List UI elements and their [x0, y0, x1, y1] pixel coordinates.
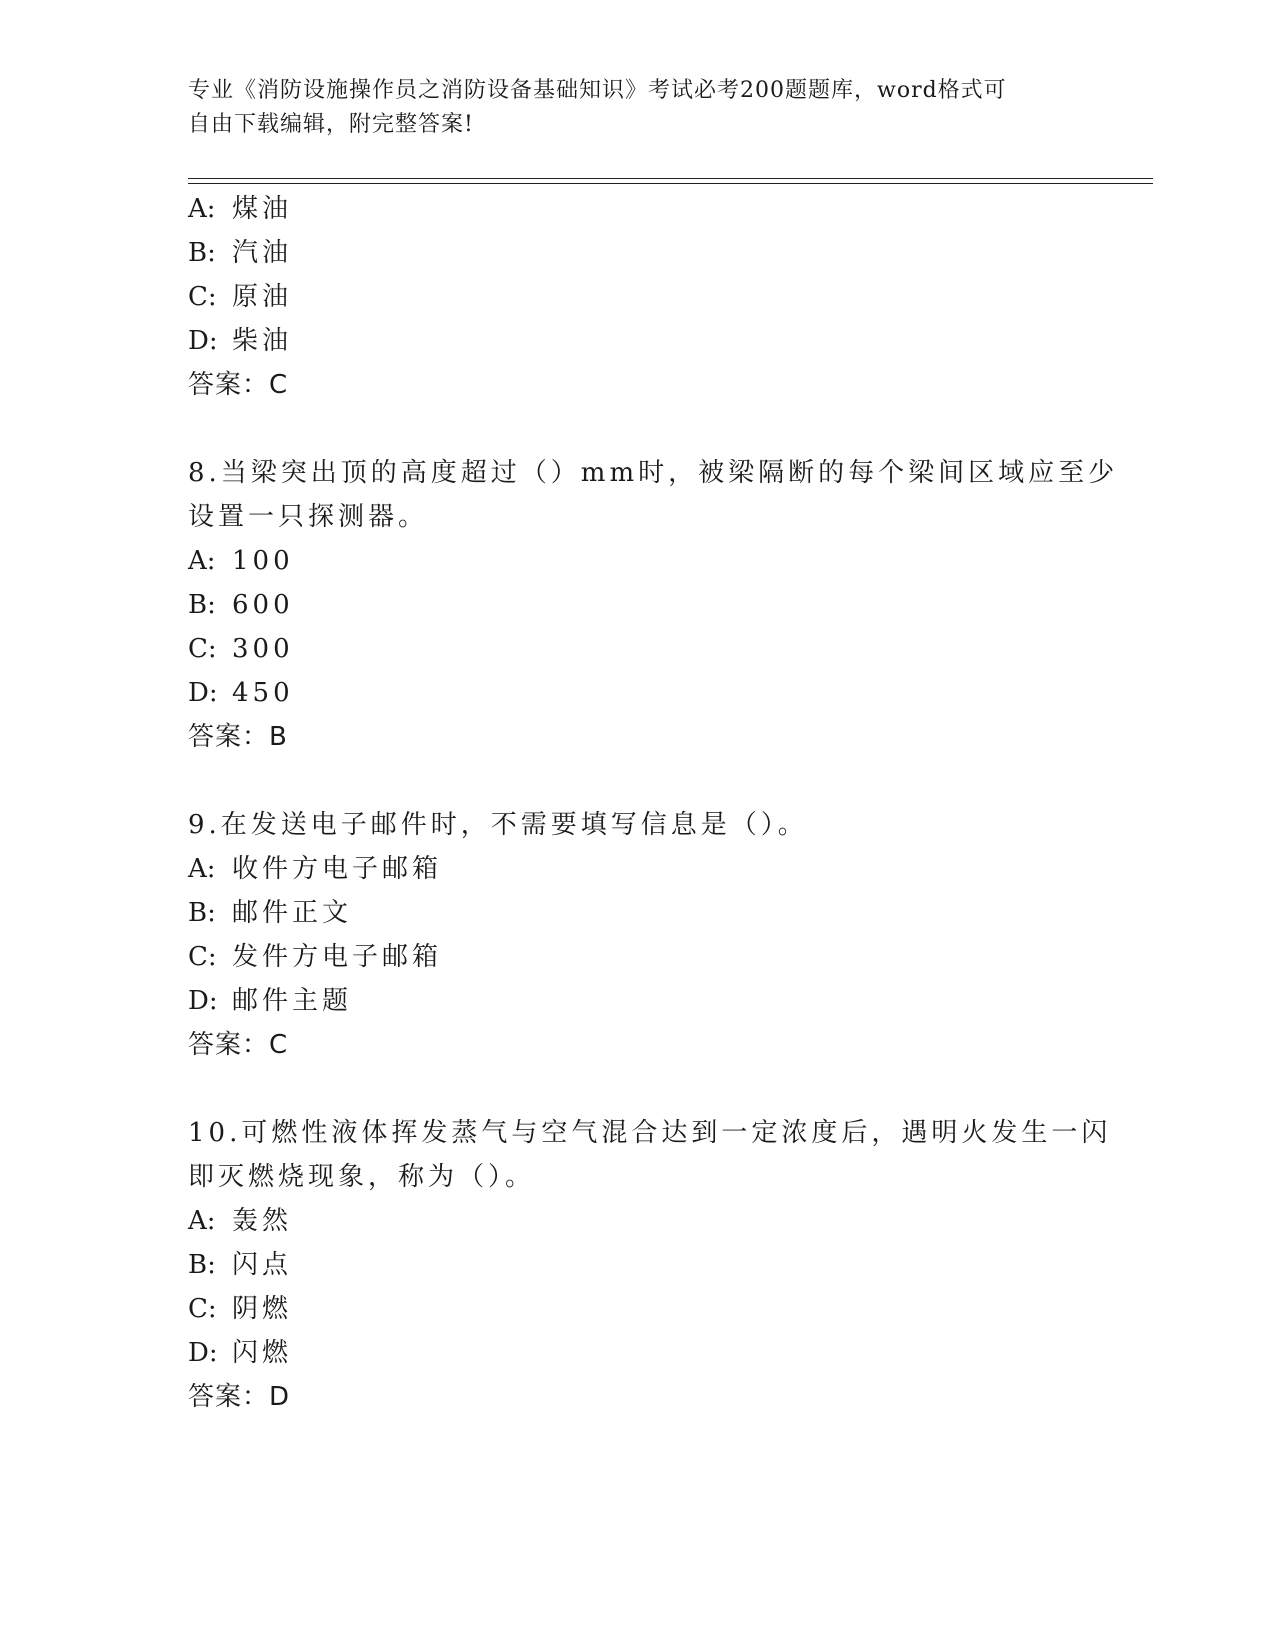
q8-option-c [188, 632, 294, 666]
option-label: A: [188, 194, 216, 224]
q10-option-a [188, 1204, 292, 1238]
q9-option-c [188, 940, 442, 974]
option-text: 汽油 [232, 238, 293, 268]
option-label: B: [188, 590, 216, 620]
q10-stem-line-2: 即灭燃烧现象，称为（）。 [188, 1162, 536, 1192]
option-text: 邮件主题 [232, 986, 353, 1016]
document-header [188, 74, 1068, 142]
q7-answer: 答案：C [188, 370, 289, 400]
option-label: B: [188, 1250, 216, 1280]
q10-option-c [188, 1292, 292, 1326]
q8-stem-line-1: 8.当梁突出顶的高度超过（）mm时，被梁隔断的每个梁间区域应至少 [188, 458, 1119, 488]
option-label: B: [188, 238, 216, 268]
q9-option-d [188, 984, 352, 1018]
q7-option-b [188, 236, 292, 270]
option-label: D: [188, 1338, 218, 1368]
option-text: 收件方电子邮箱 [232, 854, 443, 884]
option-text: 原油 [232, 282, 293, 312]
q8-option-d [188, 676, 294, 710]
q8-option-a [188, 544, 294, 578]
q7-option-a [188, 192, 292, 226]
header-line-1: 专业《消防设施操作员之消防设备基础知识》考试必考200题题库，word格式可 [188, 78, 1007, 103]
option-text: 100 [232, 546, 294, 576]
option-text: 轰然 [232, 1206, 293, 1236]
q8-option-b [188, 588, 294, 622]
option-label: A: [188, 1206, 216, 1236]
option-label: B: [188, 898, 216, 928]
q7-option-d [188, 324, 292, 358]
option-label: D: [188, 986, 218, 1016]
option-label: C: [188, 1294, 217, 1324]
option-text: 闪点 [232, 1250, 293, 1280]
option-text: 邮件正文 [232, 898, 353, 928]
option-text: 柴油 [232, 326, 293, 356]
option-text: 煤油 [232, 194, 293, 224]
q9-answer: 答案：C [188, 1030, 289, 1060]
option-label: A: [188, 546, 216, 576]
header-divider-top [188, 178, 1153, 179]
option-text: 阴燃 [232, 1294, 293, 1324]
option-label: C: [188, 282, 217, 312]
q10-answer: 答案：D [188, 1382, 291, 1412]
header-divider-bottom [188, 183, 1153, 184]
q9-stem-line-1: 9.在发送电子邮件时，不需要填写信息是（）。 [188, 810, 808, 840]
q10-option-b [188, 1248, 292, 1282]
option-label: A: [188, 854, 216, 884]
q9-option-b [188, 896, 352, 930]
q9-option-a [188, 852, 442, 886]
option-text: 600 [232, 590, 294, 620]
q7-option-c [188, 280, 292, 314]
q8-stem-line-2: 设置一只探测器。 [188, 502, 429, 532]
option-label: D: [188, 678, 218, 708]
option-text: 450 [232, 678, 294, 708]
option-text: 300 [232, 634, 294, 664]
option-text: 闪燃 [232, 1338, 293, 1368]
header-line-2: 自由下载编辑，附完整答案! [188, 112, 474, 137]
option-label: C: [188, 634, 217, 664]
option-label: D: [188, 326, 218, 356]
option-text: 发件方电子邮箱 [232, 942, 443, 972]
q8-answer: 答案：B [188, 722, 288, 752]
q10-stem-line-1: 10.可燃性液体挥发蒸气与空气混合达到一定浓度后，遇明火发生一闪 [188, 1118, 1112, 1148]
q10-option-d [188, 1336, 292, 1370]
option-label: C: [188, 942, 217, 972]
